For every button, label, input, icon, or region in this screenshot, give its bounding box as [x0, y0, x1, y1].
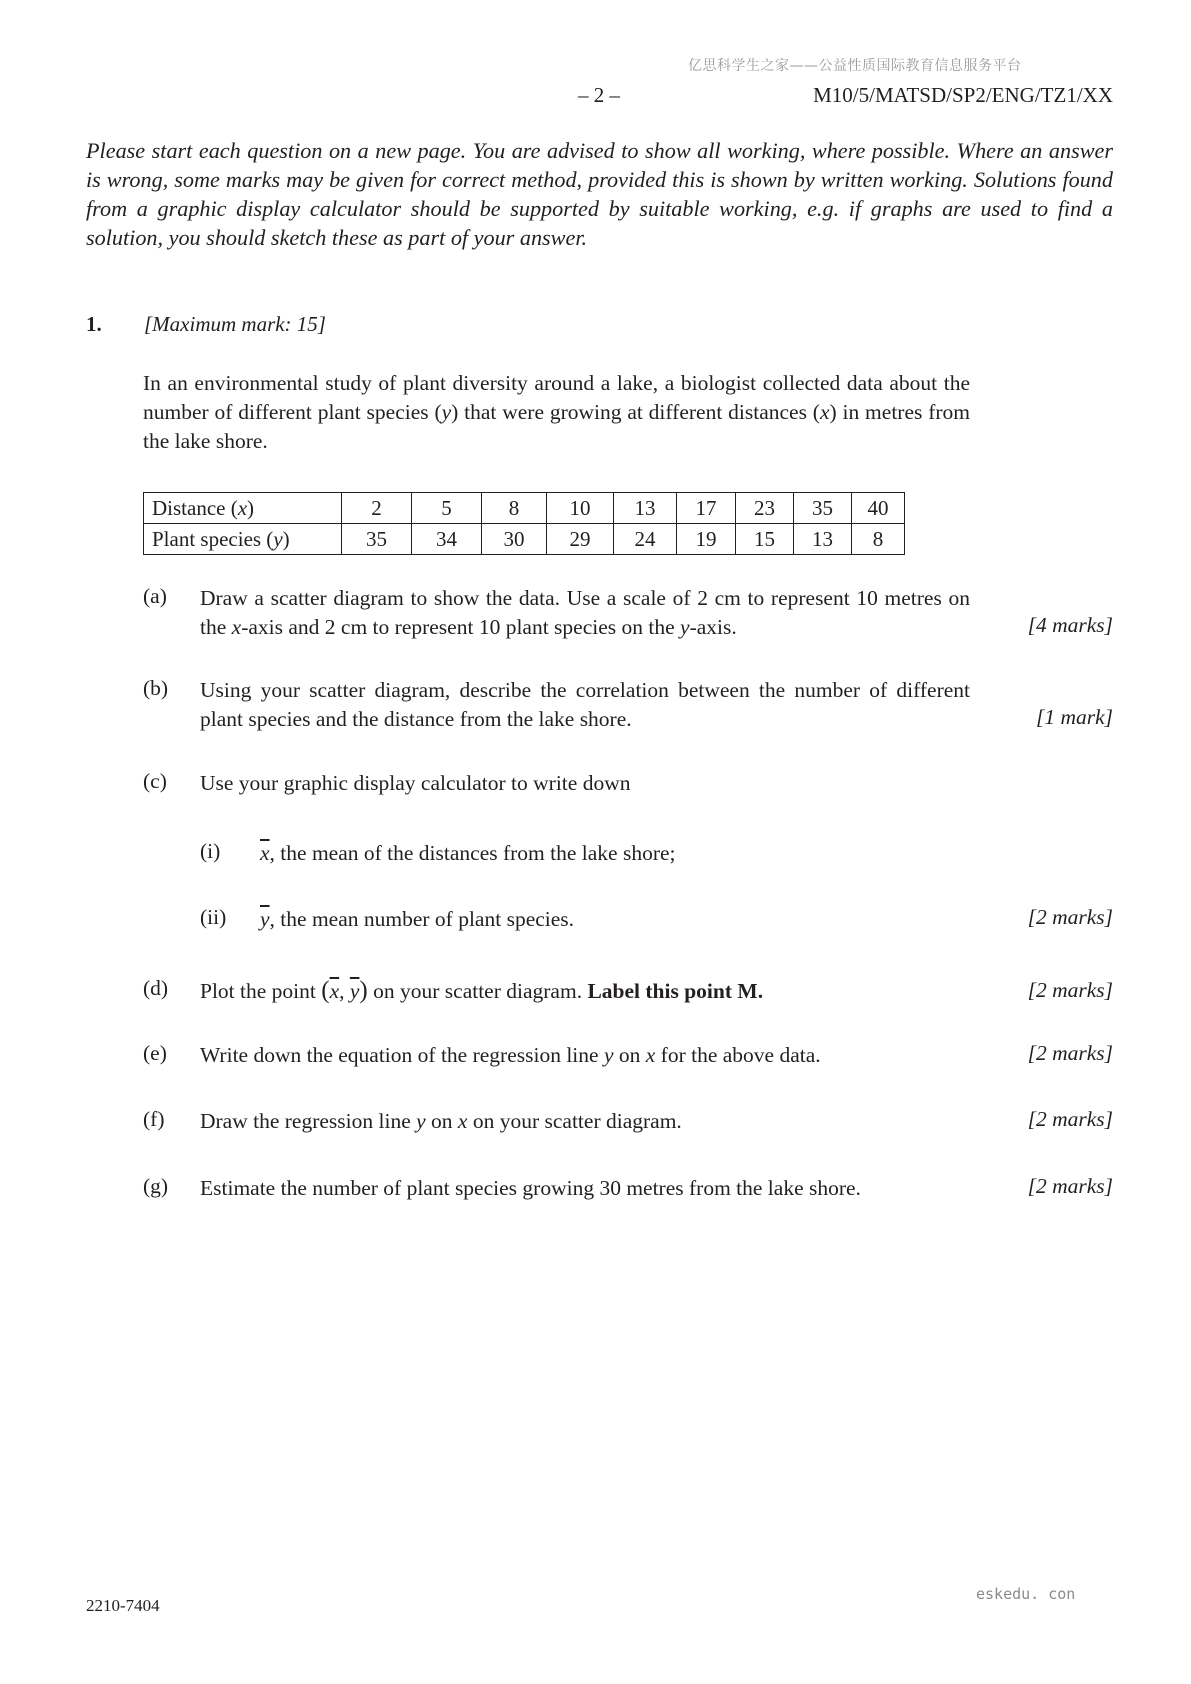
part-c-ii-text: $\overline{y}$, the mean number of plant species.: [260, 907, 575, 931]
table-cell: 34: [412, 524, 482, 555]
table-cell: 5: [412, 493, 482, 524]
table-cell: 2: [342, 493, 412, 524]
table-row-distance: [144, 493, 905, 524]
x-bar-symbol: $\overline{x}$: [260, 841, 270, 865]
part-g-text: Estimate the number of plant species growing 30 metres from the lake shore.: [200, 1176, 861, 1200]
part-c-i-label: (i): [200, 839, 221, 863]
data-table: [143, 492, 905, 555]
table-row-header: Plant species (y): [144, 524, 342, 555]
part-b-label: (b): [143, 676, 169, 700]
part-c-ii-label: (ii): [200, 905, 227, 929]
table-cell: 29: [547, 524, 614, 555]
table-cell: 19: [677, 524, 736, 555]
question-intro: In an environmental study of plant diversity around a lake, a biologist collected data about the number of different plant species (y) that were growing at different distances (x) in metres from the lake shore.: [143, 371, 970, 453]
table-cell: 8: [852, 524, 905, 555]
part-g-label: (g): [143, 1174, 169, 1198]
header-watermark: 亿思科学生之家——公益性质国际教育信息服务平台: [688, 58, 1022, 74]
table-row-header: Distance (x): [144, 493, 342, 524]
page-number: – 2 –: [578, 83, 620, 107]
table-cell: 30: [482, 524, 547, 555]
part-a-marks: [4 marks]: [1027, 613, 1113, 637]
table-cell: 10: [547, 493, 614, 524]
part-b-marks: [1 mark]: [1035, 705, 1113, 729]
part-g-marks: [2 marks]: [1027, 1174, 1113, 1198]
y-bar-symbol: $\overline{y}$: [260, 907, 270, 931]
table-cell: 17: [677, 493, 736, 524]
part-f-label: (f): [143, 1107, 165, 1131]
part-b-text: Using your scatter diagram, describe the correlation between the number of different plant species and the distance from the lake shore.: [200, 678, 970, 731]
part-e-marks: [2 marks]: [1027, 1041, 1113, 1065]
table-cell: 13: [614, 493, 677, 524]
table-cell: 23: [736, 493, 794, 524]
part-a-text: Draw a scatter diagram to show the data. Use a scale of 2 cm to represent 10 metres on the x-axis and 2 cm to represent 10 plant species on the y-axis.: [200, 586, 970, 639]
part-d-text: Plot the point ($\overline{x}$, $\overline{y}$) on your scatter diagram. Label this point M.: [200, 977, 764, 1004]
table-cell: 8: [482, 493, 547, 524]
table-row-species: [144, 524, 905, 555]
table-cell: 24: [614, 524, 677, 555]
part-f-marks: [2 marks]: [1027, 1107, 1113, 1131]
exam-instructions: Please start each question on a new page. You are advised to show all working, where possible. Where an answer is wrong, some marks may be given for correct method, provided this is shown by written working. Solutions found from a graphic display calculator should be supported by suitable working, e.g. if graphs are used to find a solution, you should sketch these as part of your answer.: [86, 138, 1113, 250]
part-c-label: (c): [143, 769, 167, 793]
part-d-label: (d): [143, 976, 169, 1000]
part-f-text: Draw the regression line y on x on your scatter diagram.: [200, 1109, 682, 1133]
part-c-text: Use your graphic display calculator to write down: [200, 771, 631, 795]
part-a-label: (a): [143, 584, 167, 608]
table-cell: 35: [794, 493, 852, 524]
part-d-marks: [2 marks]: [1027, 978, 1113, 1002]
part-e-text: Write down the equation of the regression line y on x for the above data.: [200, 1043, 821, 1067]
part-e-label: (e): [143, 1041, 167, 1065]
footer-watermark: eskedu. con: [976, 1585, 1076, 1603]
question-max-mark: [Maximum mark: 15]: [144, 312, 326, 336]
question-number: 1.: [86, 312, 102, 336]
table-cell: 15: [736, 524, 794, 555]
footer-code: 2210-7404: [86, 1596, 160, 1615]
part-c-i-text: $\overline{x}$, the mean of the distances from the lake shore;: [260, 841, 676, 865]
part-c-marks: [2 marks]: [1027, 905, 1113, 929]
table-cell: 40: [852, 493, 905, 524]
table-cell: 13: [794, 524, 852, 555]
paper-code: M10/5/MATSD/SP2/ENG/TZ1/XX: [813, 83, 1113, 107]
table-cell: 35: [342, 524, 412, 555]
